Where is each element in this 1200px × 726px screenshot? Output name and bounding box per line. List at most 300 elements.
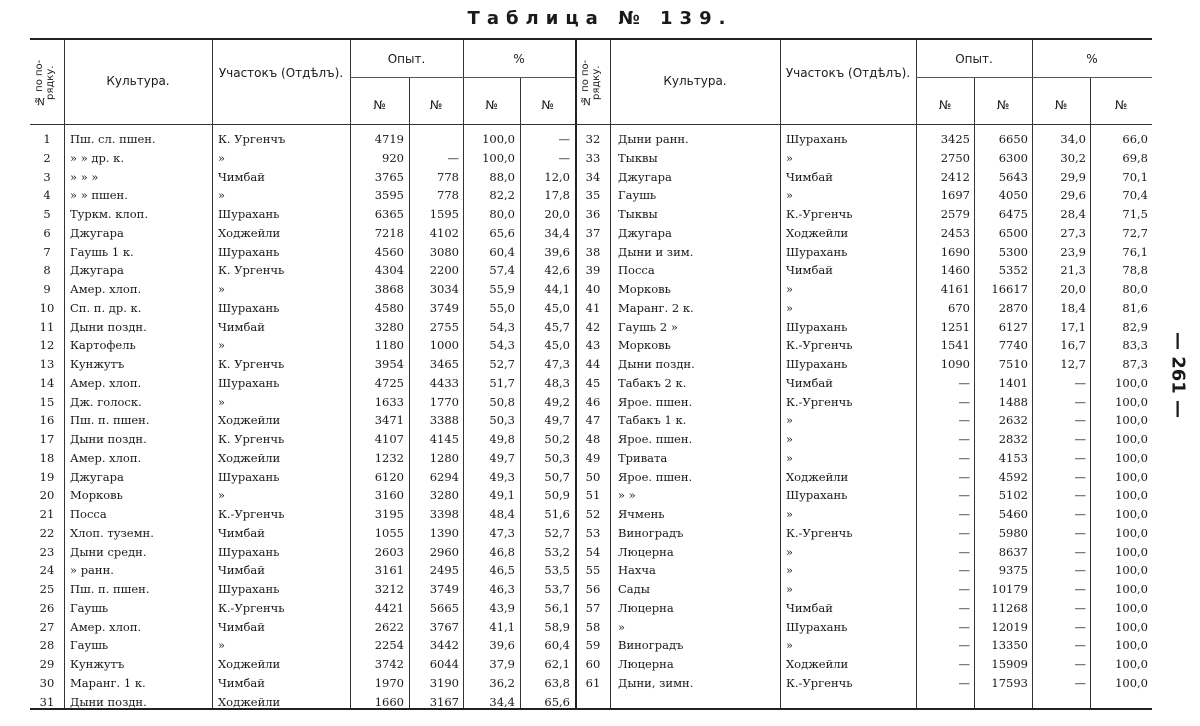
row-number: 26 [39,600,55,615]
percent-b-cell: 100,0 [1115,432,1148,446]
culture-cell: Ячмень [618,507,665,521]
observ-a-cell: 2453 [940,225,970,240]
observ-b-cell: 8637 [998,544,1028,559]
row-number: 30 [39,675,55,690]
observ-a-cell: 4560 [374,244,404,259]
observ-b-cell: 2495 [429,563,459,578]
percent-a-cell: 20,0 [1060,282,1086,296]
culture-cell: Дыни поздн. [618,357,695,371]
percent-b-cell: 56,1 [544,600,570,615]
observ-b-cell: 3749 [429,582,459,596]
table-row [576,657,1152,673]
culture-cell: Гаушь 2 » [618,319,678,334]
observ-a-cell: 3195 [374,507,404,521]
plot-cell: Шурахань [786,319,848,334]
observ-a-cell: 1697 [940,188,970,203]
header-no: № [996,98,1010,112]
observ-b-cell: 7510 [998,357,1028,371]
row-number: 10 [39,300,55,315]
percent-b-cell: 82,9 [1122,319,1148,334]
table-row [576,395,1152,411]
row-number: 56 [585,582,601,596]
table-row [30,376,575,392]
percent-b-cell: 50,2 [544,432,570,446]
row-number: 55 [585,563,601,578]
row-number: 1 [43,132,51,146]
header-no: № [938,98,952,112]
culture-cell: Дыни, зимн. [618,675,694,690]
table-row [30,507,575,523]
percent-a-cell: — [1074,507,1086,521]
observ-b-cell: 6475 [998,207,1028,221]
observ-a-cell: 7218 [374,225,404,240]
culture-cell: Дыни поздн. [70,432,147,446]
subheader-rule [916,77,1152,78]
culture-cell: Гаушь [70,600,109,615]
percent-b-cell: 100,0 [1115,544,1148,559]
observ-b-cell: 778 [437,169,459,184]
table-row [30,451,575,467]
header-plot: Участокъ (Отдѣлъ). [785,66,911,80]
percent-a-cell: — [1074,432,1086,446]
percent-a-cell: 46,5 [489,563,515,578]
plot-cell: Чимбай [218,525,265,540]
percent-a-cell: 17,1 [1060,319,1086,334]
observ-b-cell: 3167 [429,694,459,709]
percent-a-cell: 51,7 [489,375,515,390]
percent-a-cell: 29,6 [1060,188,1086,203]
table-row [30,338,575,354]
table-row [576,563,1152,579]
plot-cell: К. Ургенчь [218,263,285,278]
percent-b-cell: 78,8 [1122,263,1148,278]
culture-cell: Джугара [70,469,124,484]
observ-b-cell: 1770 [429,394,459,409]
observ-a-cell: 1251 [940,319,970,334]
plot-cell: Шурахань [218,544,280,559]
plot-cell: » [786,282,794,296]
observ-a-cell: 2750 [940,150,970,165]
observ-b-cell: 5980 [998,525,1028,540]
plot-cell: Шурахань [786,619,848,634]
observ-b-cell: 10179 [991,582,1028,596]
row-number: 16 [39,413,55,428]
plot-cell: » [786,563,794,578]
table-row [30,676,575,692]
observ-a-cell: 4421 [374,600,404,615]
header-num: № по по-рядку. [34,59,56,107]
observ-b-cell: 5300 [998,244,1028,259]
observ-a-cell: 4725 [374,375,404,390]
header-plot: Участокъ (Отдѣлъ). [218,66,344,80]
percent-b-cell: 80,0 [1122,282,1148,296]
observ-b-cell: 4153 [998,450,1028,465]
observ-b-cell: 2200 [429,263,459,278]
plot-cell: К.-Ургенчь [218,507,285,521]
row-number: 13 [39,357,55,371]
row-number: 4 [43,188,51,203]
observ-a-cell: 1090 [940,357,970,371]
percent-a-cell: 49,8 [489,432,515,446]
observ-a-cell: — [958,469,970,484]
percent-b-cell: 34,4 [544,225,570,240]
observ-a-cell: 4161 [940,282,970,296]
observ-b-cell: 11268 [991,600,1028,615]
row-number: 22 [39,525,55,540]
observ-b-cell: 1000 [429,338,459,353]
observ-a-cell: 3595 [374,188,404,203]
plot-cell: К.-Ургенчь [786,675,853,690]
percent-b-cell: 60,4 [544,638,570,653]
observ-b-cell: 7740 [998,338,1028,353]
culture-cell: Джугара [618,225,672,240]
percent-b-cell: 20,0 [544,207,570,221]
percent-b-cell: 76,1 [1122,244,1148,259]
header-no: № [1054,98,1068,112]
row-number: 23 [39,544,55,559]
culture-cell: Люцерна [618,600,674,615]
observ-b-cell: 5352 [998,263,1028,278]
observ-a-cell: 1541 [940,338,970,353]
row-number: 17 [39,432,55,446]
observ-b-cell: 16617 [991,282,1028,296]
table-row [30,320,575,336]
culture-cell: Кунжутъ [70,657,125,671]
percent-a-cell: — [1074,394,1086,409]
percent-a-cell: 28,4 [1060,207,1086,221]
plot-cell: Чимбай [786,169,833,184]
header-no: № [541,98,554,112]
observ-b-cell: 6044 [429,657,459,671]
plot-cell: » [786,507,794,521]
row-number: 8 [43,263,51,278]
left-half [30,40,575,708]
culture-cell: Ярое. пшен. [618,469,693,484]
culture-cell: » [618,619,626,634]
percent-a-cell: 100,0 [482,132,515,146]
plot-cell: К.-Ургенчь [786,525,853,540]
observ-b-cell: 4050 [998,188,1028,203]
culture-cell: Сады [618,582,650,596]
table-row [576,488,1152,504]
plot-cell: Чимбай [218,619,265,634]
plot-cell: К. Ургенчь [218,432,285,446]
culture-cell: Картофель [70,338,136,353]
row-number: 11 [39,319,55,334]
table-row [576,207,1152,223]
right-half [576,40,1152,708]
percent-a-cell: 29,9 [1060,169,1086,184]
percent-a-cell: 54,3 [489,319,515,334]
observ-a-cell: 1232 [374,450,404,465]
percent-a-cell: 46,8 [489,544,515,559]
percent-a-cell: — [1074,469,1086,484]
observ-a-cell: — [958,675,970,690]
row-number: 53 [585,525,601,540]
percent-b-cell: 44,1 [544,282,570,296]
culture-cell: Виноградъ [618,525,684,540]
plot-cell: К.-Ургенчь [786,207,853,221]
observ-a-cell: — [958,450,970,465]
table-row [576,470,1152,486]
observ-b-cell: 3190 [429,675,459,690]
table-row [30,432,575,448]
percent-a-cell: — [1074,413,1086,428]
plot-cell: » [218,638,226,653]
data-table [30,38,1152,710]
table-row [576,132,1152,148]
percent-b-cell: 66,0 [1122,132,1148,146]
observ-b-cell: 17593 [991,675,1028,690]
percent-b-cell: 53,2 [544,544,570,559]
culture-cell: » » др. к. [70,150,124,165]
percent-b-cell: 81,6 [1122,300,1148,315]
plot-cell: Шурахань [786,357,848,371]
percent-b-cell: 62,1 [544,657,570,671]
percent-a-cell: 41,1 [489,619,515,634]
percent-a-cell: — [1074,563,1086,578]
observ-a-cell: — [958,375,970,390]
percent-b-cell: 100,0 [1115,375,1148,390]
row-number: 34 [585,169,601,184]
observ-a-cell: 2603 [374,544,404,559]
table-row [576,451,1152,467]
table-row [576,151,1152,167]
row-number: 37 [585,225,601,240]
percent-a-cell: 47,3 [489,525,515,540]
plot-cell: » [218,394,226,409]
percent-a-cell: 27,3 [1060,225,1086,240]
culture-cell: Морковь [618,338,671,353]
percent-b-cell: 65,6 [544,694,570,709]
row-number: 14 [39,375,55,390]
percent-b-cell: 69,8 [1122,150,1148,165]
observ-b-cell: 12019 [991,619,1028,634]
table-row [576,676,1152,692]
row-number: 36 [585,207,601,221]
row-number: 27 [39,619,55,634]
culture-cell: Посса [618,263,655,278]
percent-b-cell: 50,7 [544,469,570,484]
observ-a-cell: 1970 [374,675,404,690]
page-number-text: — 261 — [1167,331,1189,419]
row-number: 38 [585,244,601,259]
percent-a-cell: — [1074,675,1086,690]
row-number: 19 [39,469,55,484]
plot-cell: » [218,188,226,203]
table-row [30,657,575,673]
observ-b-cell: 6650 [998,132,1028,146]
plot-cell: Ходжейли [786,657,849,671]
table-row [30,545,575,561]
plot-cell: » [786,413,794,428]
percent-a-cell: 49,1 [489,488,515,503]
observ-b-cell: 5665 [429,600,459,615]
table-row [30,132,575,148]
plot-cell: » [218,488,226,503]
observ-b-cell: 2960 [429,544,459,559]
row-number: 50 [585,469,601,484]
culture-cell: Амер. хлоп. [70,619,142,634]
culture-cell: Тыквы [618,150,658,165]
percent-a-cell: — [1074,619,1086,634]
plot-cell: Ходжейли [218,450,281,465]
plot-cell: Шурахань [786,488,848,503]
culture-cell: Ярое. пшен. [618,432,693,446]
culture-cell: Гаушь [70,638,109,653]
percent-a-cell: 34,4 [489,694,515,709]
percent-b-cell: 45,0 [544,338,570,353]
percent-b-cell: 100,0 [1115,563,1148,578]
table-row [30,470,575,486]
observ-a-cell: 1460 [940,263,970,278]
percent-b-cell: 45,0 [544,300,570,315]
plot-cell: Чимбай [218,563,265,578]
culture-cell: Гаушь [618,188,657,203]
table-row [30,263,575,279]
percent-b-cell: 100,0 [1115,413,1148,428]
observ-a-cell: 3280 [374,319,404,334]
table-row [30,395,575,411]
culture-cell: Гаушь 1 к. [70,244,134,259]
plot-cell: » [786,544,794,559]
row-number: 52 [585,507,601,521]
culture-cell: » » [618,488,636,503]
plot-cell: Шурахань [218,582,280,596]
row-number: 46 [585,394,601,409]
observ-b-cell: 4102 [429,225,459,240]
row-number: 42 [585,319,601,334]
observ-a-cell: 3742 [374,657,404,671]
culture-cell: Джугара [618,169,672,184]
plot-cell: Чимбай [786,263,833,278]
row-number: 43 [585,338,601,353]
table-row [30,601,575,617]
observ-a-cell: — [958,600,970,615]
culture-cell: Кунжутъ [70,357,125,371]
header-observ: Опыт. [387,52,426,66]
plot-cell: К. Ургенчъ [218,132,286,146]
observ-b-cell: 3080 [429,244,459,259]
observ-a-cell: 1690 [940,244,970,259]
table-row [30,226,575,242]
observ-b-cell: 15909 [991,657,1028,671]
percent-a-cell: — [1074,525,1086,540]
culture-cell: Маранг. 1 к. [70,675,146,690]
percent-b-cell: 100,0 [1115,488,1148,503]
observ-a-cell: 4719 [374,132,404,146]
row-number: 9 [43,282,51,296]
percent-b-cell: 100,0 [1115,450,1148,465]
row-number: 47 [585,413,601,428]
observ-a-cell: — [958,488,970,503]
header-percent: % [513,52,525,66]
table-row [576,432,1152,448]
table-row [30,582,575,598]
observ-b-cell: 5102 [998,488,1028,503]
plot-cell: Ходжейли [218,657,281,671]
percent-b-cell: 100,0 [1115,469,1148,484]
culture-cell: Люцерна [618,657,674,671]
plot-cell: К.-Ургенчь [786,338,853,353]
plot-cell: Чимбай [218,169,265,184]
observ-a-cell: 3160 [374,488,404,503]
row-number: 39 [585,263,601,278]
percent-a-cell: 88,0 [489,169,515,184]
percent-b-cell: 100,0 [1115,675,1148,690]
percent-a-cell: 54,3 [489,338,515,353]
table-row [30,413,575,429]
observ-b-cell: 1280 [429,450,459,465]
observ-b-cell: 6127 [998,319,1028,334]
plot-cell: Ходжейли [786,469,849,484]
table-row [576,320,1152,336]
culture-cell: Маранг. 2 к. [618,300,694,315]
plot-cell: К.-Ургенчь [786,394,853,409]
percent-a-cell: — [1074,657,1086,671]
percent-a-cell: 57,4 [489,263,515,278]
table-row [30,151,575,167]
observ-a-cell: — [958,432,970,446]
percent-b-cell: 49,7 [544,413,570,428]
culture-cell: Сп. п. др. к. [70,300,142,315]
percent-b-cell: 47,3 [544,357,570,371]
row-number: 44 [585,357,601,371]
table-row [576,545,1152,561]
observ-b-cell: 3034 [429,282,459,296]
percent-b-cell: 70,1 [1122,169,1148,184]
percent-a-cell: 43,9 [489,600,515,615]
percent-a-cell: 34,0 [1060,132,1086,146]
culture-cell: Дыни поздн. [70,694,147,709]
plot-cell: Ходжейли [786,225,849,240]
plot-cell: » [218,338,226,353]
culture-cell: Морковь [618,282,671,296]
observ-b-cell: 2632 [998,413,1028,428]
percent-a-cell: — [1074,544,1086,559]
row-number: 59 [585,638,601,653]
plot-cell: Ходжейли [218,413,281,428]
observ-b-cell: 3388 [429,413,459,428]
table-row [576,582,1152,598]
culture-cell: Ярое. пшен. [618,394,693,409]
percent-b-cell: 50,9 [544,488,570,503]
observ-a-cell: 1633 [374,394,404,409]
table-row [30,563,575,579]
table-row [576,188,1152,204]
observ-a-cell: 6365 [374,207,404,221]
table-row [576,413,1152,429]
culture-cell: Морковь [70,488,123,503]
plot-cell: Ходжейли [218,694,281,709]
row-number: 32 [585,132,601,146]
culture-cell: Дыни ранн. [618,132,689,146]
percent-b-cell: 100,0 [1115,657,1148,671]
observ-b-cell: 2755 [429,319,459,334]
percent-a-cell: 23,9 [1060,244,1086,259]
observ-a-cell: — [958,619,970,634]
plot-cell: Шурахань [218,207,280,221]
percent-a-cell: 18,4 [1060,300,1086,315]
culture-cell: » » пшен. [70,188,128,203]
row-number: 2 [43,150,51,165]
row-number: 57 [585,600,601,615]
percent-a-cell: 46,3 [489,582,515,596]
header-culture: Культура. [106,74,170,88]
percent-a-cell: 80,0 [489,207,515,221]
row-number: 3 [43,169,51,184]
observ-b-cell: — [447,150,459,165]
